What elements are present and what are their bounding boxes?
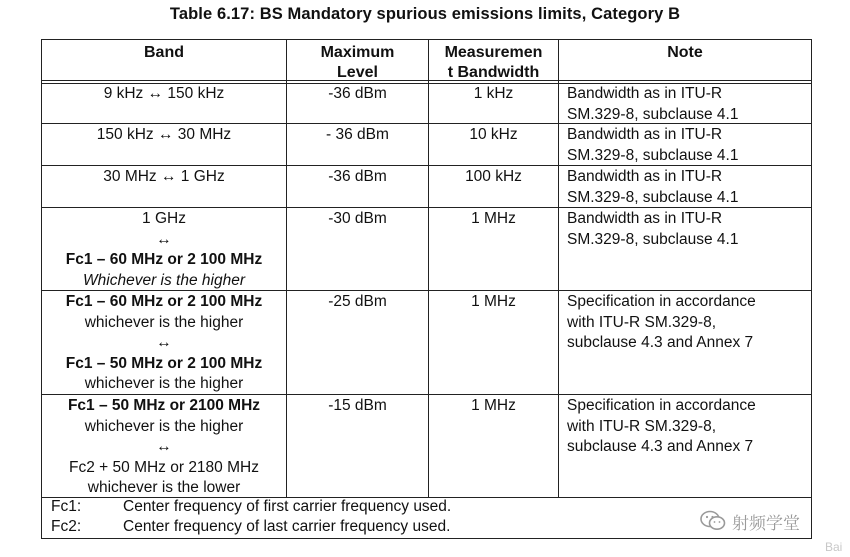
footnote-text: Center frequency of last carrier frequency used. <box>123 518 451 535</box>
col-divider-1 <box>286 40 287 498</box>
row6-note <box>559 395 811 458</box>
row3-note <box>559 166 811 208</box>
bw-value: 1 kHz <box>473 85 514 102</box>
note-line: Bandwidth as in ITU-R <box>567 85 723 102</box>
row2-bw <box>429 124 558 146</box>
row4-band <box>42 208 286 291</box>
note-line: subclause 4.3 and Annex 7 <box>567 334 754 351</box>
band-line: 30 MHz ↔ 1 GHz <box>103 168 225 185</box>
row6-band <box>42 395 286 499</box>
row4-level <box>287 208 428 230</box>
watermark-text: 射频学堂 <box>732 513 800 533</box>
footnote-key: Fc1: <box>51 498 82 515</box>
band-line: Fc1 – 50 MHz or 2100 MHz <box>67 397 261 414</box>
row1-bw <box>429 83 558 105</box>
watermark-corner: Bai <box>825 540 843 554</box>
footnote-key: Fc2: <box>51 518 82 535</box>
bw-value: 1 MHz <box>471 293 516 310</box>
header-measurement-bw <box>429 42 558 83</box>
note-line: subclause 4.3 and Annex 7 <box>567 438 754 455</box>
band-line: 9 kHz ↔ 150 kHz <box>103 85 225 102</box>
row3-level <box>287 166 428 188</box>
row5-level <box>287 291 428 313</box>
page-title: Table 6.17: BS Mandatory spurious emissions limits, Category B <box>169 5 681 23</box>
row4-note <box>559 208 811 250</box>
footnote-text: Center frequency of first carrier frequency used. <box>123 498 452 515</box>
note-line: with ITU-R SM.329-8, <box>567 313 717 331</box>
row3-bw <box>429 166 558 188</box>
wechat-icon <box>700 510 726 532</box>
footnote-fc1 <box>51 497 451 517</box>
note-line: Bandwidth as in ITU-R <box>567 210 723 227</box>
band-line: Fc1 – 60 MHz or 2 100 MHz <box>65 293 263 310</box>
band-range-arrow: ↔ <box>156 334 172 351</box>
band-line: Fc1 – 50 MHz or 2 100 MHz <box>65 354 263 372</box>
watermark <box>700 507 850 535</box>
row1-note <box>559 83 811 125</box>
level-value: - 36 dBm <box>326 126 389 143</box>
header-max-level-line2: Level <box>337 64 378 81</box>
col-divider-2 <box>428 40 429 498</box>
header-max-level <box>287 42 428 83</box>
spurious-emissions-table <box>41 39 812 539</box>
band-line: whichever is the higher <box>84 313 244 331</box>
band-line: Fc2 + 50 MHz or 2180 MHz <box>69 458 259 476</box>
band-line: whichever is the lower <box>87 479 241 496</box>
bw-value: 10 kHz <box>469 126 518 143</box>
row6-level <box>287 395 428 417</box>
row2-band <box>42 124 286 146</box>
row1-band <box>42 83 286 105</box>
bw-value: 100 kHz <box>465 168 522 185</box>
row5-note <box>559 291 811 354</box>
row4-bw <box>429 208 558 230</box>
row2-level <box>287 124 428 146</box>
header-band <box>42 42 286 63</box>
note-line: Specification in accordance <box>567 293 756 310</box>
row5-band <box>42 291 286 395</box>
band-line: 1 GHz <box>142 210 186 227</box>
band-line: whichever is the higher <box>84 417 244 435</box>
row1-level <box>287 83 428 105</box>
band-range-arrow: ↔ <box>156 438 172 455</box>
note-line: with ITU-R SM.329-8, <box>567 417 717 435</box>
band-line: 150 kHz ↔ 30 MHz <box>96 126 232 143</box>
level-value: -15 dBm <box>328 397 387 414</box>
note-line: Specification in accordance <box>567 397 756 414</box>
level-value: -36 dBm <box>328 168 387 185</box>
header-measurement-bw-line1: Measuremen <box>444 44 543 61</box>
band-range-arrow: ↔ <box>156 230 172 248</box>
note-line: SM.329-8, subclause 4.1 <box>567 230 739 248</box>
level-value: -30 dBm <box>328 210 387 227</box>
note-line: SM.329-8, subclause 4.1 <box>567 146 739 164</box>
header-max-level-line1: Maximum <box>320 44 395 61</box>
band-line: Fc1 – 60 MHz or 2 100 MHz <box>65 251 263 268</box>
level-value: -36 dBm <box>328 85 387 102</box>
header-note <box>559 42 811 63</box>
row5-bw <box>429 291 558 313</box>
band-line: whichever is the higher <box>84 375 244 392</box>
row6-bw <box>429 395 558 417</box>
note-line: SM.329-8, subclause 4.1 <box>567 105 739 123</box>
header-band-label: Band <box>144 44 184 61</box>
bw-value: 1 MHz <box>471 397 516 414</box>
note-line: SM.329-8, subclause 4.1 <box>567 188 739 206</box>
level-value: -25 dBm <box>328 293 387 310</box>
bw-value: 1 MHz <box>471 210 516 227</box>
note-line: Bandwidth as in ITU-R <box>567 126 723 143</box>
band-line: Whichever is the higher <box>83 271 245 289</box>
footnote-fc2 <box>51 517 450 537</box>
row3-band <box>42 166 286 188</box>
note-line: Bandwidth as in ITU-R <box>567 168 723 185</box>
row2-note <box>559 124 811 166</box>
header-measurement-bw-line2: t Bandwidth <box>447 64 540 81</box>
header-note-label: Note <box>667 44 703 61</box>
